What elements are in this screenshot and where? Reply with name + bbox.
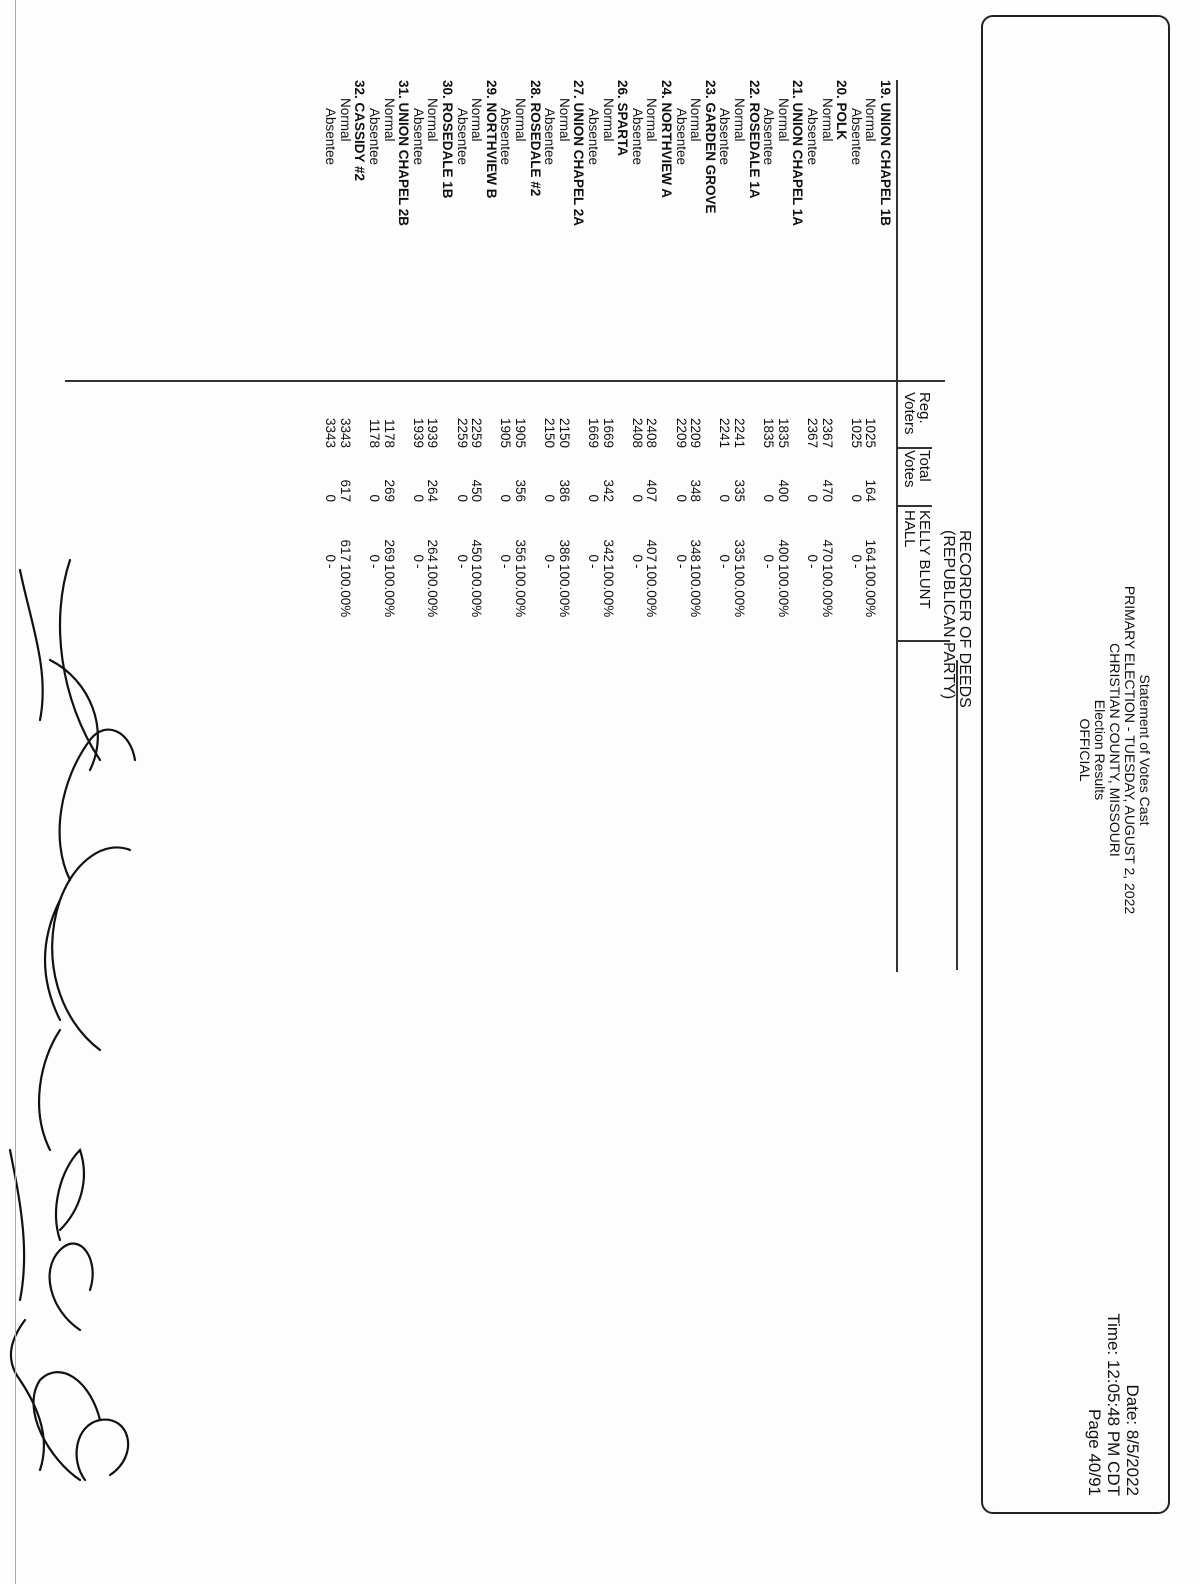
precinct-name: 30. ROSEDALE 1B: [440, 80, 455, 199]
candidate-votes-cell: 0: [367, 554, 382, 562]
candidate-votes-cell: 617: [337, 539, 353, 562]
report-title-block: [1077, 560, 1152, 940]
candidate-votes-cell: 450: [469, 539, 485, 562]
reg-voters-cell: 1835: [775, 417, 791, 448]
table-row: [849, 80, 863, 640]
candidate-percent-cell: -: [673, 564, 689, 569]
candidate-votes-cell: 0: [586, 554, 601, 562]
candidate-percent-cell: -: [717, 564, 733, 569]
precinct-row: [615, 80, 629, 640]
vote-type-label: Normal: [337, 98, 353, 142]
candidate-percent-cell: 100.00%: [600, 564, 616, 618]
reg-voters-cell: 2209: [688, 417, 704, 448]
total-votes-cell: 0: [410, 494, 426, 502]
candidate-percent-cell: -: [410, 564, 426, 569]
candidate-percent-cell: -: [454, 564, 470, 569]
reg-voters-header: Reg. Voters: [901, 392, 933, 435]
candidate-percent-cell: 100.00%: [337, 564, 353, 618]
reg-voters-cell: 1905: [513, 417, 528, 448]
reg-voters-cell: 1835: [761, 417, 777, 448]
vote-type-label: Normal: [732, 98, 747, 142]
precinct-name: 21. UNION CHAPEL 1A: [790, 80, 806, 227]
total-votes-cell: 386: [556, 479, 572, 502]
results-label: Election Results: [1092, 699, 1108, 801]
precinct-name: 27. UNION CHAPEL 2A: [571, 80, 587, 227]
vote-type-label: Absentee: [454, 108, 470, 166]
total-votes-cell: 0: [629, 494, 645, 502]
candidate-percent-cell: -: [498, 564, 514, 569]
reg-voters-cell: 1025: [848, 417, 864, 448]
report-time: Time: 12:05:48 PM CDT: [1104, 1313, 1123, 1496]
candidate-header: KELLY BLUNT HALL: [901, 510, 933, 609]
total-votes-cell: 0: [761, 494, 777, 502]
precinct-name: 29. NORTHVIEW B: [483, 80, 499, 199]
vote-type-label: Absentee: [542, 108, 558, 166]
reg-voters-cell: 2408: [629, 417, 645, 448]
table-divider-candidate: [898, 505, 932, 507]
precinct-name: 19. UNION CHAPEL 1B: [878, 80, 893, 227]
table-rule-right: [896, 380, 898, 972]
race-rule: [956, 660, 958, 970]
table-row: [674, 80, 688, 640]
table-row: [586, 80, 600, 640]
candidate-votes-cell: 0: [454, 554, 470, 562]
page-number: Page 40/91: [1085, 1409, 1104, 1496]
table-divider-total: [898, 447, 932, 449]
race-party: (REPUBLICAN PARTY): [940, 530, 957, 700]
candidate-percent-cell: -: [323, 564, 339, 569]
table-row: [557, 80, 571, 640]
table-row: [542, 80, 556, 640]
total-votes-header: Total Votes: [901, 450, 933, 488]
candidate-votes-cell: 0: [323, 554, 339, 562]
candidate-percent-cell: 100.00%: [381, 564, 397, 618]
vote-type-label: Absentee: [586, 108, 601, 166]
total-votes-cell: 407: [644, 479, 660, 502]
total-votes-cell: 0: [805, 494, 820, 502]
candidate-votes-cell: 164: [863, 539, 879, 562]
precinct-name: 26. SPARTA: [615, 80, 631, 157]
candidate-percent-cell: -: [586, 564, 601, 569]
candidate-votes-cell: 0: [410, 554, 426, 562]
table-row: [425, 80, 439, 640]
candidate-percent-cell: -: [629, 564, 645, 569]
candidate-votes-cell: 386: [556, 539, 572, 562]
candidate-votes-cell: 0: [673, 554, 689, 562]
table-row: [863, 80, 877, 640]
total-votes-cell: 0: [367, 494, 382, 502]
candidate-votes-cell: 0: [848, 554, 864, 562]
candidate-votes-cell: 342: [600, 539, 616, 562]
precinct-row: [352, 80, 366, 640]
table-row: [688, 80, 702, 640]
candidate-percent-cell: 100.00%: [732, 564, 747, 618]
candidate-votes-cell: 0: [805, 554, 820, 562]
precinct-name: 24. NORTHVIEW A: [659, 80, 674, 199]
table-row: [498, 80, 512, 640]
vote-type-label: Normal: [819, 98, 835, 142]
reg-voters-cell: 2241: [717, 417, 733, 448]
reg-voters-cell: 3343: [337, 417, 353, 448]
table-row: [732, 80, 746, 640]
total-votes-cell: 264: [425, 479, 441, 502]
total-votes-cell: 0: [542, 494, 558, 502]
report-date: Date: 8/5/2022: [1123, 1384, 1142, 1496]
table-row: [455, 80, 469, 640]
table-row: [338, 80, 352, 640]
vote-type-label: Normal: [556, 98, 572, 142]
precinct-row: [484, 80, 498, 640]
reg-voters-cell: 2367: [819, 417, 835, 448]
precinct-row: [790, 80, 804, 640]
vote-type-label: Normal: [469, 98, 485, 142]
candidate-votes-cell: 0: [717, 554, 733, 562]
candidate-votes-cell: 407: [644, 539, 660, 562]
reg-voters-cell: 2259: [454, 417, 470, 448]
vote-type-label: Absentee: [410, 108, 426, 166]
candidate-percent-cell: -: [805, 564, 820, 569]
candidate-percent-cell: -: [367, 564, 382, 569]
table-rule-left: [896, 80, 898, 380]
precinct-row: [440, 80, 454, 640]
table-row: [469, 80, 483, 640]
candidate-votes-cell: 348: [688, 539, 704, 562]
table-row: [761, 80, 775, 640]
reg-voters-cell: 2150: [556, 417, 572, 448]
candidate-votes-cell: 0: [629, 554, 645, 562]
precinct-row: [571, 80, 585, 640]
candidate-percent-cell: 100.00%: [469, 564, 485, 618]
precinct-row: [659, 80, 673, 640]
race-title: RECORDER OF DEEDS: [956, 530, 973, 708]
vote-type-label: Absentee: [717, 108, 733, 166]
precinct-name: 31. UNION CHAPEL 2B: [396, 80, 412, 227]
candidate-votes-cell: 0: [542, 554, 558, 562]
candidate-percent-cell: 100.00%: [425, 564, 441, 618]
vote-type-label: Normal: [688, 98, 704, 142]
vote-type-label: Normal: [644, 98, 660, 142]
total-votes-cell: 617: [337, 479, 353, 502]
vote-type-label: Absentee: [367, 108, 382, 166]
total-votes-cell: 400: [775, 479, 791, 502]
precinct-row: [396, 80, 410, 640]
total-votes-cell: 0: [454, 494, 470, 502]
reg-voters-cell: 1669: [600, 417, 616, 448]
table-row: [630, 80, 644, 640]
reg-voters-cell: 1178: [381, 418, 397, 448]
signature-stroke: [77, 1420, 129, 1480]
report-title: Statement of Votes Cast: [1137, 674, 1153, 826]
official-label: OFFICIAL: [1077, 718, 1093, 782]
reg-voters-cell: 1669: [586, 417, 601, 448]
reg-voters-cell: 2259: [469, 417, 485, 448]
precinct-name: 20. POLK: [834, 80, 850, 141]
candidate-percent-cell: 100.00%: [688, 564, 704, 618]
candidate-votes-cell: 400: [775, 539, 791, 562]
table-row: [323, 80, 337, 640]
county-name: CHRISTIAN COUNTY, MISSOURI: [1107, 643, 1123, 857]
total-votes-cell: 0: [498, 494, 514, 502]
candidate-percent-cell: -: [761, 564, 777, 569]
candidate-votes-cell: 264: [425, 539, 441, 562]
precinct-name: 28. ROSEDALE #2: [527, 80, 543, 197]
reg-voters-cell: 1939: [425, 417, 441, 448]
candidate-percent-cell: 100.00%: [775, 564, 791, 618]
reg-voters-cell: 2408: [644, 417, 660, 448]
reg-voters-cell: 1905: [498, 417, 514, 448]
total-votes-cell: 269: [381, 479, 397, 502]
reg-voters-cell: 2241: [732, 417, 747, 448]
total-votes-cell: 0: [323, 494, 339, 502]
vote-type-label: Absentee: [848, 108, 864, 166]
candidate-percent-cell: 100.00%: [513, 564, 528, 618]
total-votes-cell: 356: [513, 479, 528, 502]
table-row: [644, 80, 658, 640]
vote-type-label: Absentee: [673, 108, 689, 166]
vote-type-label: Absentee: [498, 108, 514, 166]
candidate-percent-cell: -: [542, 564, 558, 569]
vote-type-label: Absentee: [805, 108, 820, 166]
precinct-row: [528, 80, 542, 640]
total-votes-cell: 0: [586, 494, 601, 502]
vote-type-label: Normal: [513, 98, 528, 142]
report-meta: [1085, 1313, 1142, 1496]
vote-type-label: Absentee: [761, 108, 777, 166]
table-row: [820, 80, 834, 640]
candidate-percent-cell: -: [848, 564, 864, 569]
table-row: [513, 80, 527, 640]
table-row: [805, 80, 819, 640]
total-votes-cell: 348: [688, 479, 704, 502]
reg-voters-cell: 3343: [323, 417, 339, 448]
vote-type-label: Normal: [863, 98, 879, 142]
table-row: [717, 80, 731, 640]
vote-type-label: Normal: [425, 98, 441, 142]
reg-voters-cell: 1178: [367, 418, 382, 448]
candidate-votes-cell: 0: [761, 554, 777, 562]
candidate-percent-cell: 100.00%: [819, 564, 835, 618]
candidate-percent-cell: 100.00%: [863, 564, 879, 618]
candidate-votes-cell: 269: [381, 539, 397, 562]
candidate-votes-cell: 0: [498, 554, 514, 562]
precinct-row: [747, 80, 761, 640]
table-row: [382, 80, 396, 640]
table-row: [367, 80, 381, 640]
total-votes-cell: 342: [600, 479, 616, 502]
total-votes-cell: 0: [717, 494, 733, 502]
precinct-name: 23. GARDEN GROVE: [702, 80, 718, 214]
precinct-row: [834, 80, 848, 640]
total-votes-cell: 164: [863, 479, 879, 502]
vote-type-label: Normal: [600, 98, 616, 142]
candidate-votes-cell: 335: [732, 539, 747, 562]
total-votes-cell: 0: [848, 494, 864, 502]
vote-type-label: Normal: [381, 98, 397, 142]
total-votes-cell: 470: [819, 479, 835, 502]
precinct-row: [703, 80, 717, 640]
reg-voters-cell: 1025: [863, 417, 879, 448]
vote-type-label: Absentee: [323, 108, 339, 166]
reg-voters-cell: 2367: [805, 417, 820, 448]
candidate-votes-cell: 356: [513, 539, 528, 562]
table-row: [411, 80, 425, 640]
reg-voters-cell: 2209: [673, 417, 689, 448]
vote-type-label: Normal: [775, 98, 791, 142]
reg-voters-cell: 1939: [410, 417, 426, 448]
precinct-name: 22. ROSEDALE 1A: [746, 80, 762, 199]
election-name: PRIMARY ELECTION - TUESDAY, AUGUST 2, 2022: [1122, 585, 1138, 915]
candidate-percent-cell: 100.00%: [556, 564, 572, 618]
vote-type-label: Absentee: [629, 108, 645, 166]
precinct-name: 32. CASSIDY #2: [352, 80, 368, 182]
candidate-percent-cell: 100.00%: [644, 564, 660, 618]
page-edge: [0, 0, 16, 1584]
reg-voters-cell: 2150: [542, 417, 558, 448]
total-votes-cell: 450: [469, 479, 485, 502]
candidate-votes-cell: 470: [819, 539, 835, 562]
precinct-row: [878, 80, 892, 640]
total-votes-cell: 335: [732, 479, 747, 502]
total-votes-cell: 0: [673, 494, 689, 502]
table-divider-end: [898, 640, 950, 642]
table-row: [776, 80, 790, 640]
table-row: [601, 80, 615, 640]
